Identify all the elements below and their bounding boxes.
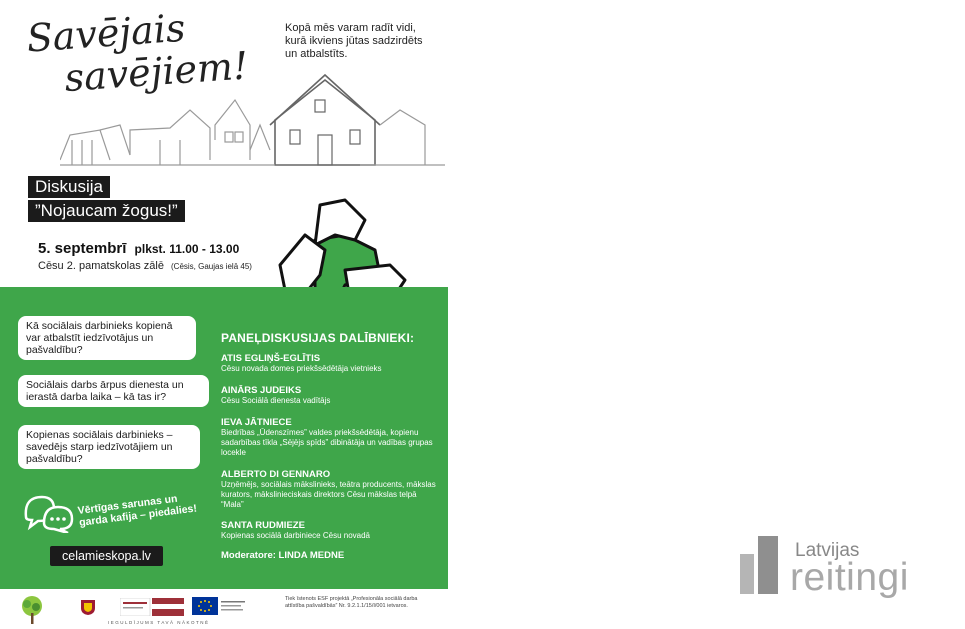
time-text: plkst. 11.00 - 13.00 [134,242,240,256]
moderator-text: Moderatore: LINDA MEDNE [221,550,345,561]
event-poster [0,0,448,629]
coat-of-arms-icon [78,598,98,616]
chat-invite-text: Vērtīgas sarunas un garda kafija – piedalies! [77,492,198,529]
panel-heading: PANEĻDISKUSIJAS DALĪBNIEKI: [221,331,415,345]
watermark-line-1: Latvijas [795,540,860,561]
houses-sketch-icon [60,70,445,185]
participant-name: ALBERTO DI GENNARO [221,469,331,480]
title-line-1: Savējais [25,5,187,61]
title-line-2: savējiem! [63,43,250,101]
website-link[interactable]: celamieskopa.lv [50,546,163,566]
tree-logo-icon [18,595,46,625]
badge-discussion: Diskusija [28,176,110,198]
participant-role: Biedrības „Ūdenszīmes” valdes priekšsēdētāja, kopienu sadarbības tīkla „Sējējs spīds” dibinātāja un vadības grupas locekle [221,428,433,457]
participant-role: Kopienas sociālā darbiniece Cēsu novadā [221,531,370,540]
place-text: Cēsu 2. pamatskolas zālē [38,260,164,272]
ministry-flag-icon [120,598,185,616]
green-section [0,287,448,589]
participant-name: AINĀRS JUDEIKS [221,385,302,396]
participant-5 [221,520,436,541]
participant-role: Cēsu Sociālā dienesta vadītājs [221,396,331,405]
chat-bubbles-icon [22,493,74,533]
participant-role: Cēsu novada domes priekšsēdētāja vietnieks [221,364,382,373]
participant-1 [221,353,436,374]
question-box-1: Kā sociālais darbinieks kopienā var atbalstīt iedzīvotājus un pašvaldību? [18,316,196,360]
watermark-line-2: reitingi [790,556,909,599]
investment-caption: IEGULDĪJUMS TAVĀ NĀKOTNĒ [108,620,210,625]
intro-text: Kopā mēs varam radīt vidi, kurā ikviens jūtas sadzirdēts un atbalstīts. [285,22,423,60]
question-box-2: Sociālais darbs ārpus dienesta un ierastā darba laika – kā tas ir? [18,375,209,407]
participant-name: IEVA JĀTNIECE [221,417,292,428]
participant-role: Uzņēmējs, sociālais mākslinieks, teātra producents, mākslas kurators, mākslinieciskais direktors Cēsu mākslas telpā “Mala” [221,480,436,509]
eu-flag-icon [192,597,247,617]
address-text: (Cēsis, Gaujas ielā 45) [171,262,252,271]
participant-3 [221,417,436,458]
participant-4 [221,469,436,510]
question-box-3: Kopienas sociālais darbinieks – savedējs starp iedzīvotājiem un pašvaldību? [18,425,200,469]
participant-name: ATIS EGLIŅŠ-EGLĪTIS [221,353,321,364]
badge-discussion-title: ”Nojaucam žogus!” [28,200,185,222]
participant-2 [221,385,436,406]
participant-name: SANTA RUDMIEZE [221,520,305,531]
date-text: 5. septembrī [38,240,127,257]
sponsor-footer [0,589,448,629]
project-funding-text: Tiek īstenots ESF projektā „Profesionāla sociālā darba attīstība pašvaldībās” Nr. 9.2.1.1/15/I/001 ietvaros. [285,596,418,609]
event-date [38,240,239,257]
latvijas-reitingi-logo-icon [740,534,785,594]
event-place [38,260,252,272]
